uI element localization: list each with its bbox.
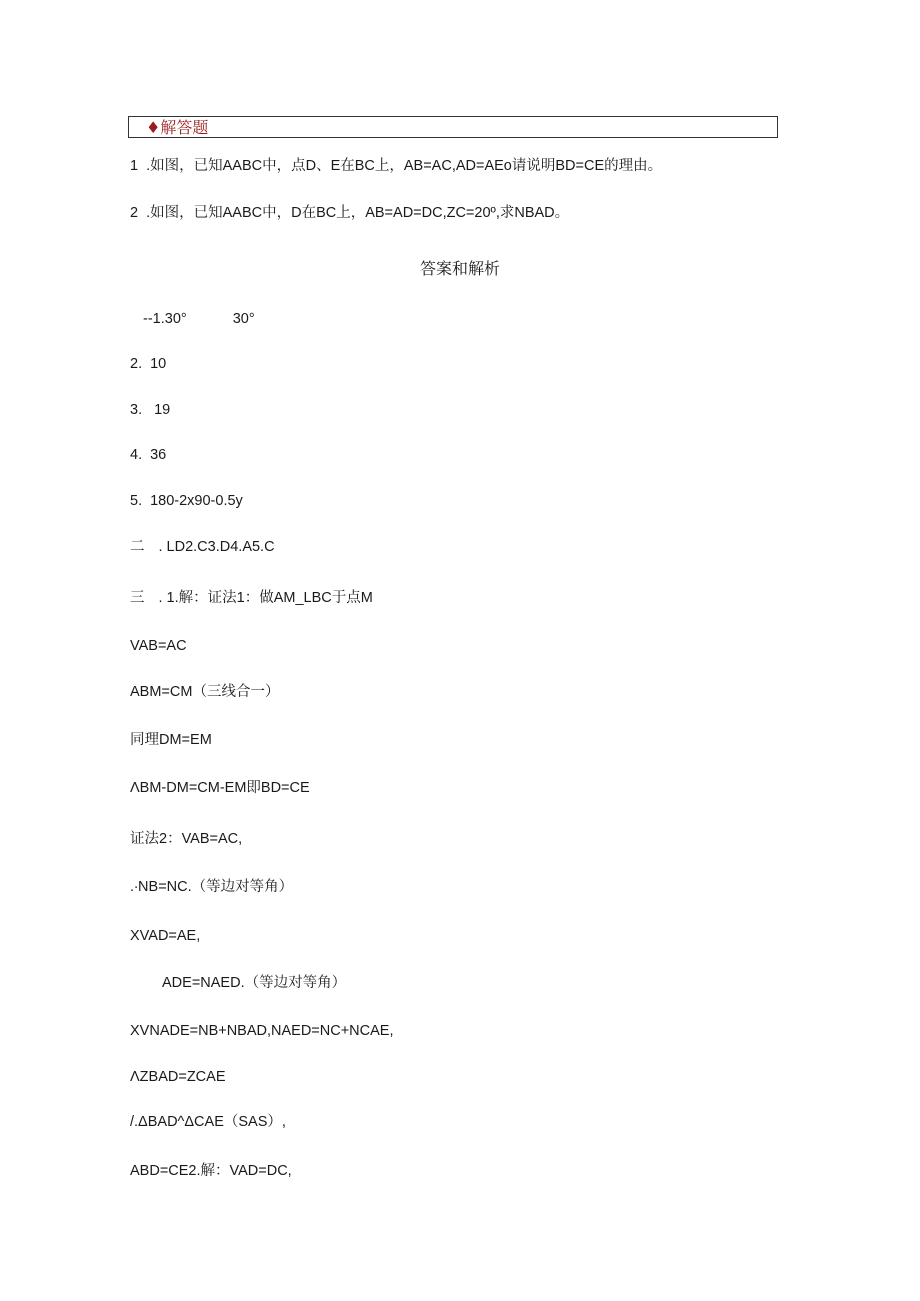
proof-line: ΛZBAD=ZCAE (130, 1069, 226, 1085)
part-2-label: 二 (130, 539, 145, 555)
answers-title: 答案和解析 (419, 259, 500, 278)
answer-1-a: --1.30° (143, 311, 187, 327)
answer-part-2 (130, 538, 275, 556)
problem-1 (130, 157, 662, 175)
answer-line-1 (143, 310, 255, 328)
part-3-label: 三 (130, 590, 145, 606)
proof-line: XVAD=AE, (130, 928, 201, 944)
proof-line: ABM=CM（三线合一） (130, 684, 280, 700)
proof-line: ΛBM-DM=CM-EM即BD=CE (130, 780, 310, 796)
problem-1-text: .如图，已知AABC中，点D、E在BC上，AB=AC,AD=AEo请说明BD=CE的理由。 (146, 158, 663, 174)
proof-line: .∙NB=NC.（等边对等角） (130, 879, 294, 895)
answer-value: 180-2x90-0.5y (150, 493, 243, 509)
proof-line: 同理DM=EM (130, 732, 212, 748)
answer-value: 19 (154, 402, 171, 418)
section-title: ♦解答题 (146, 118, 209, 137)
problem-2-text: .如图，已知AABC中，D在BC上，AB=AD=DC,ZC=20º,求NBAD。 (146, 205, 570, 221)
answer-number: 5. (130, 493, 143, 509)
problem-2-number: 2 (130, 205, 139, 221)
proof-line: 证法2：VAB=AC, (130, 831, 243, 847)
part-3-text: . 1.解：证法1：做AM_LBC于点M (158, 590, 373, 606)
answer-line-3 (130, 401, 170, 419)
section-header-box (128, 116, 778, 138)
proof-line: VAB=AC (130, 638, 187, 654)
answer-1-b: 30° (232, 311, 255, 327)
proof-line: ABD=CE2.解：VAD=DC, (130, 1163, 292, 1179)
answer-line-2 (130, 355, 166, 373)
answer-part-3 (130, 589, 373, 607)
answer-value: 36 (150, 447, 167, 463)
proof-line: XVNADE=NB+NBAD,NAED=NC+NCAE, (130, 1023, 394, 1039)
answer-number: 2. (130, 356, 143, 372)
part-2-text: . LD2.C3.D4.A5.C (158, 539, 275, 555)
answer-number: 3. (130, 402, 143, 418)
answer-line-4 (130, 446, 166, 464)
problem-1-number: 1 (130, 158, 139, 174)
proof-line: ADE=NAED.（等边对等角） (162, 975, 347, 991)
answer-number: 4. (130, 447, 143, 463)
answer-value: 10 (150, 356, 167, 372)
problem-2 (130, 204, 569, 222)
proof-line: /.ΔBAD^ΔCAE（SAS）, (130, 1114, 286, 1130)
answer-line-5 (130, 492, 243, 510)
